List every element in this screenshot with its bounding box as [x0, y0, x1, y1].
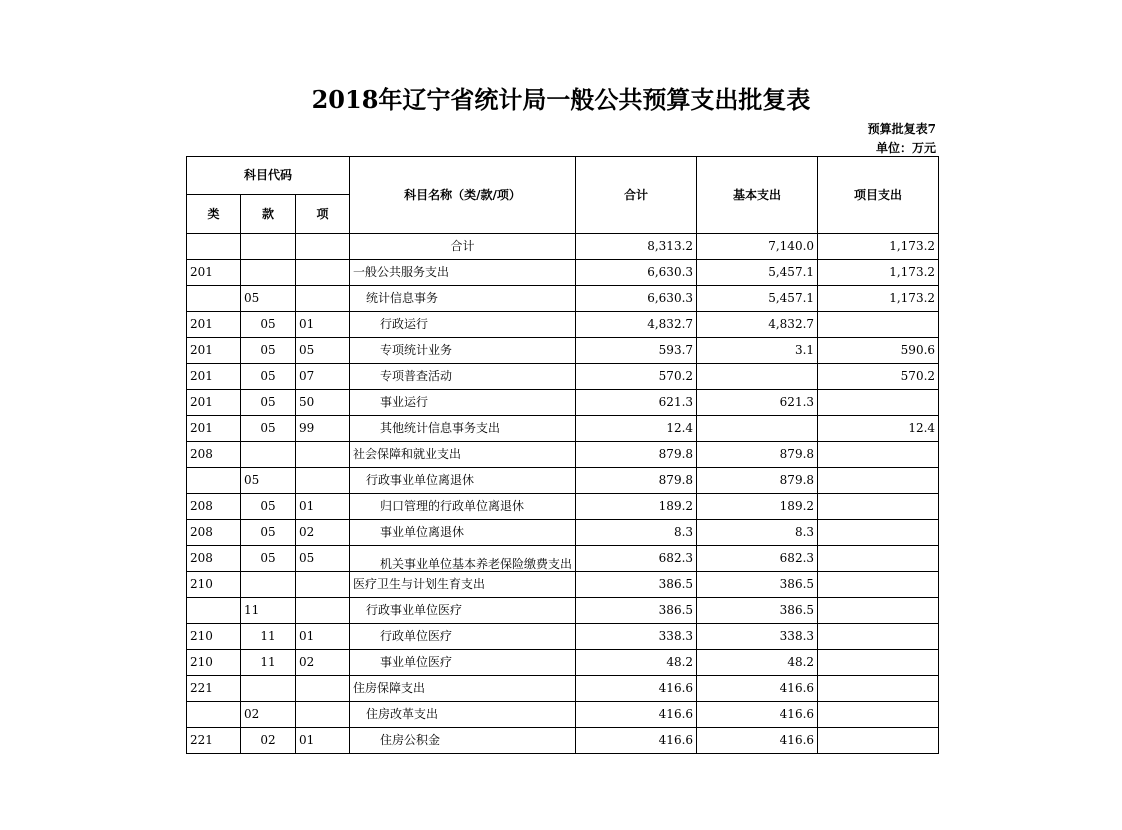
cell-basic: 5,457.1 [697, 260, 818, 286]
cell-basic: 416.6 [697, 676, 818, 702]
cell-total: 48.2 [576, 650, 697, 676]
table-row [187, 546, 939, 572]
cell-xiang: 01 [296, 728, 350, 754]
cell-total: 12.4 [576, 416, 697, 442]
unit-label: 单位：万元 [875, 141, 936, 155]
cell-kuan: 05 [241, 364, 296, 390]
cell-basic: 48.2 [697, 650, 818, 676]
cell-xiang: 50 [296, 390, 350, 416]
cell-kuan: 05 [241, 286, 296, 312]
cell-name: 事业单位医疗 [350, 650, 576, 676]
table-row [187, 312, 939, 338]
cell-total: 6,630.3 [576, 286, 697, 312]
cell-kuan: 11 [241, 624, 296, 650]
table-row [187, 260, 939, 286]
table-row [187, 650, 939, 676]
cell-project: 12.4 [818, 416, 939, 442]
cell-lei: 201 [187, 312, 241, 338]
header-xiang: 项 [296, 195, 350, 234]
cell-total: 416.6 [576, 676, 697, 702]
cell-project [818, 598, 939, 624]
cell-kuan [241, 260, 296, 286]
cell-total: 386.5 [576, 598, 697, 624]
cell-basic: 4,832.7 [697, 312, 818, 338]
cell-lei: 208 [187, 520, 241, 546]
cell-name: 行政单位医疗 [350, 624, 576, 650]
cell-project [818, 494, 939, 520]
cell-project [818, 650, 939, 676]
table-row [187, 390, 939, 416]
cell-xiang: 07 [296, 364, 350, 390]
cell-total: 386.5 [576, 572, 697, 598]
cell-lei [187, 702, 241, 728]
cell-lei [187, 234, 241, 260]
cell-kuan: 05 [241, 390, 296, 416]
cell-lei: 221 [187, 728, 241, 754]
cell-xiang [296, 676, 350, 702]
cell-lei [187, 598, 241, 624]
cell-kuan: 02 [241, 728, 296, 754]
table-body [187, 234, 939, 754]
cell-kuan [241, 572, 296, 598]
cell-project [818, 312, 939, 338]
cell-lei: 201 [187, 390, 241, 416]
cell-name: 行政运行 [350, 312, 576, 338]
cell-total: 8.3 [576, 520, 697, 546]
cell-name: 统计信息事务 [350, 286, 576, 312]
cell-basic: 386.5 [697, 598, 818, 624]
cell-name: 其他统计信息事务支出 [350, 416, 576, 442]
cell-kuan: 05 [241, 520, 296, 546]
cell-name: 社会保障和就业支出 [350, 442, 576, 468]
cell-name: 行政事业单位医疗 [350, 598, 576, 624]
cell-project: 1,173.2 [818, 234, 939, 260]
cell-basic: 386.5 [697, 572, 818, 598]
cell-xiang: 02 [296, 650, 350, 676]
cell-total: 593.7 [576, 338, 697, 364]
cell-total: 682.3 [576, 546, 697, 572]
cell-basic: 8.3 [697, 520, 818, 546]
table-row [187, 468, 939, 494]
cell-lei: 208 [187, 442, 241, 468]
header-name: 科目名称（类/款/项） [350, 157, 576, 234]
table-row [187, 286, 939, 312]
cell-total: 621.3 [576, 390, 697, 416]
cell-name: 事业运行 [350, 390, 576, 416]
cell-total: 879.8 [576, 442, 697, 468]
budget-table [186, 156, 939, 754]
cell-project [818, 468, 939, 494]
header-lei: 类 [187, 195, 241, 234]
cell-xiang [296, 260, 350, 286]
table-row [187, 338, 939, 364]
cell-name: 归口管理的行政单位离退休 [350, 494, 576, 520]
cell-xiang: 99 [296, 416, 350, 442]
cell-lei: 201 [187, 364, 241, 390]
cell-basic [697, 364, 818, 390]
cell-lei [187, 286, 241, 312]
table-row [187, 702, 939, 728]
cell-basic: 5,457.1 [697, 286, 818, 312]
cell-total: 8,313.2 [576, 234, 697, 260]
cell-name: 住房保障支出 [350, 676, 576, 702]
table-row [187, 728, 939, 754]
cell-lei: 201 [187, 338, 241, 364]
cell-kuan: 05 [241, 546, 296, 572]
cell-project: 570.2 [818, 364, 939, 390]
cell-total: 338.3 [576, 624, 697, 650]
cell-name: 机关事业单位基本养老保险缴费支出 [350, 546, 576, 572]
page-title: 2018年辽宁省统计局一般公共预算支出批复表 [311, 85, 811, 114]
cell-lei: 210 [187, 650, 241, 676]
cell-project [818, 442, 939, 468]
cell-lei: 201 [187, 416, 241, 442]
cell-basic: 189.2 [697, 494, 818, 520]
cell-basic [697, 416, 818, 442]
cell-xiang [296, 702, 350, 728]
cell-project [818, 702, 939, 728]
cell-basic: 682.3 [697, 546, 818, 572]
cell-basic: 879.8 [697, 442, 818, 468]
header-basic: 基本支出 [697, 157, 818, 234]
cell-basic: 7,140.0 [697, 234, 818, 260]
table-row [187, 234, 939, 260]
cell-lei: 221 [187, 676, 241, 702]
cell-basic: 621.3 [697, 390, 818, 416]
cell-total: 570.2 [576, 364, 697, 390]
cell-kuan [241, 442, 296, 468]
cell-project [818, 546, 939, 572]
cell-xiang: 02 [296, 520, 350, 546]
cell-total: 6,630.3 [576, 260, 697, 286]
cell-xiang [296, 442, 350, 468]
cell-name: 合计 [350, 234, 576, 260]
cell-name: 专项普查活动 [350, 364, 576, 390]
table-row [187, 364, 939, 390]
cell-kuan: 05 [241, 468, 296, 494]
cell-basic: 3.1 [697, 338, 818, 364]
cell-name: 事业单位离退休 [350, 520, 576, 546]
cell-lei: 208 [187, 546, 241, 572]
cell-total: 416.6 [576, 702, 697, 728]
cell-kuan: 11 [241, 650, 296, 676]
table-row [187, 520, 939, 546]
cell-basic: 416.6 [697, 702, 818, 728]
cell-project [818, 520, 939, 546]
cell-lei: 210 [187, 572, 241, 598]
cell-name: 住房改革支出 [350, 702, 576, 728]
cell-name: 行政事业单位离退休 [350, 468, 576, 494]
table-row [187, 416, 939, 442]
cell-xiang: 01 [296, 624, 350, 650]
cell-name: 住房公积金 [350, 728, 576, 754]
table-row [187, 676, 939, 702]
table-row [187, 598, 939, 624]
header-kuan: 款 [241, 195, 296, 234]
cell-xiang [296, 234, 350, 260]
header-project: 项目支出 [818, 157, 939, 234]
cell-xiang [296, 598, 350, 624]
cell-name: 医疗卫生与计划生育支出 [350, 572, 576, 598]
table-row [187, 624, 939, 650]
cell-project: 1,173.2 [818, 286, 939, 312]
cell-project [818, 572, 939, 598]
cell-project [818, 390, 939, 416]
cell-basic: 338.3 [697, 624, 818, 650]
cell-kuan: 05 [241, 416, 296, 442]
cell-xiang [296, 468, 350, 494]
cell-basic: 879.8 [697, 468, 818, 494]
cell-kuan: 02 [241, 702, 296, 728]
cell-project: 1,173.2 [818, 260, 939, 286]
cell-total: 189.2 [576, 494, 697, 520]
table-row [187, 442, 939, 468]
cell-lei [187, 468, 241, 494]
header-code-group: 科目代码 [187, 157, 350, 195]
cell-kuan: 05 [241, 494, 296, 520]
cell-total: 4,832.7 [576, 312, 697, 338]
cell-kuan: 05 [241, 312, 296, 338]
table-header [187, 157, 939, 234]
cell-total: 879.8 [576, 468, 697, 494]
table-row [187, 494, 939, 520]
cell-kuan: 11 [241, 598, 296, 624]
cell-project [818, 676, 939, 702]
cell-xiang: 05 [296, 338, 350, 364]
cell-lei: 201 [187, 260, 241, 286]
cell-xiang [296, 286, 350, 312]
header-total: 合计 [576, 157, 697, 234]
cell-basic: 416.6 [697, 728, 818, 754]
cell-name: 专项统计业务 [350, 338, 576, 364]
table-number: 预算批复表7 [867, 122, 936, 136]
cell-name: 一般公共服务支出 [350, 260, 576, 286]
cell-xiang: 01 [296, 494, 350, 520]
cell-lei: 210 [187, 624, 241, 650]
cell-project: 590.6 [818, 338, 939, 364]
cell-xiang: 05 [296, 546, 350, 572]
cell-kuan [241, 676, 296, 702]
cell-total: 416.6 [576, 728, 697, 754]
cell-kuan: 05 [241, 338, 296, 364]
cell-project [818, 624, 939, 650]
cell-lei: 208 [187, 494, 241, 520]
cell-project [818, 728, 939, 754]
cell-xiang [296, 572, 350, 598]
cell-xiang: 01 [296, 312, 350, 338]
table-row [187, 572, 939, 598]
cell-kuan [241, 234, 296, 260]
